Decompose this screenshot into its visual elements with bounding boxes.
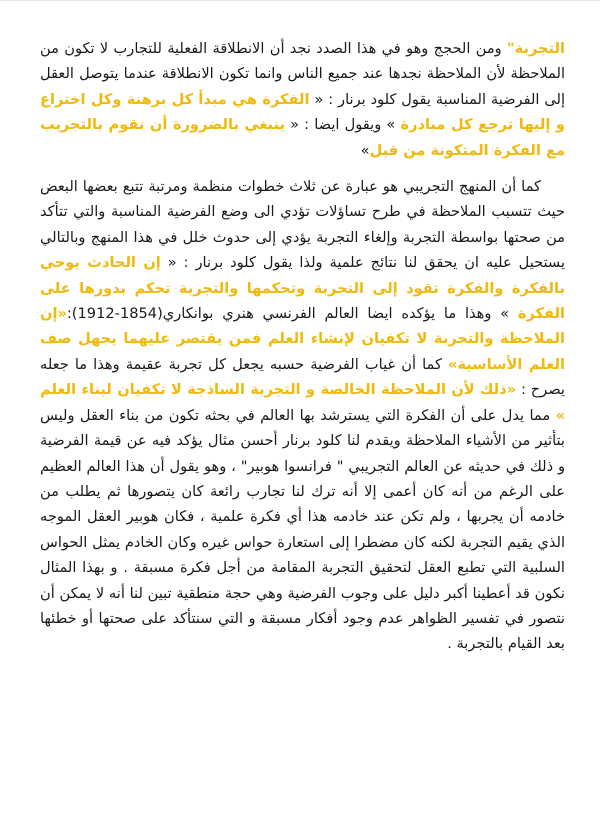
body-text: مما يدل على أن الفكرة التي يسترشد بها العالم في بحثه تكون من بناء العقل وليس بتأثير من الأشياء الملاحظة ويقدم لنا كلود برنار أحسن مثال يؤكد فيه عن قيمة الفرضية و ذلك في حديثه عن العالم التجريبي " فرانسوا هوبير" ، وهو يقول أن هذا العالم العظيم على الرغم من أنه كان أعمى إلا أنه ترك لنا تجارب رائعة كان يتصورها ثم يطلب من خادمه أن يجربها ، ولم تكن عند خادمه هذا أي فكرة علمية ، فكان هوبير العقل الموجه الذي يقيم التجربة لكنه كان مضطرا إلى استعارة حواس غيره وكان الخادم يمثل الحواس السلبية التي تطبع العقل لتحقيق التجربة المقامة من أجل فكرة مسبقة . و بهذا المثال نكون قد أعطينا أكبر دليل على وجوب الفرضية وهي حجة منطقية تبين لنا أنه لا يمكن أن نتصور في تفسير الظواهر عدم وجود أفكار مسبقة و التي سنتأكد على صحتها أو خطئها بعد القيام بالتجربة . [40, 406, 565, 653]
paragraph-2 [40, 174, 565, 657]
highlighted-quote: الفكرة هي مبدأ كل برهنة وكل اختراع و إليها ترجع كل مبادرة [40, 90, 565, 134]
document-body [40, 36, 565, 657]
paragraph-1 [40, 36, 565, 163]
highlighted-quote: «ذلك لأن الملاحظة الخالصة و التجربة الساذجة لا تكفيان لبناء العلم » [40, 381, 565, 424]
body-text: ومن الحجج وهو في هذا الصدد نجد أن الانطلاقة الفعلية للتجارب لا تكون من الملاحظة لأن الملاحظة نجدها عند جميع الناس وانما تكون الانطلاقة عندما يتوصل العقل إلى الفرضية المناسبة يقول كلود برنار : « [40, 40, 565, 108]
body-text: » وهذا ما يؤكده ايضا العالم الفرنسي هنري بوانكاري(1854-1912): [66, 305, 518, 323]
highlighted-word: التجربة" [507, 40, 565, 57]
body-text: » [360, 141, 370, 159]
body-text: كما أن المنهج التجريبي هو عبارة عن ثلاث خطوات منظمة ومرتبة تتبع بعضها البعض حيث تتسبب الملاحظة في طرح تساؤلات تؤدي الى وضع الفرضية المناسبة والتي تتأكد من صحتها بواسطة التجربة وإلغاء التجربة يؤدي إلى حدوث خلل في هذا المنهج وبالتالي يستحيل عليه ان يحقق لنا نتائج علمية ولذا يقول كلود برنار : « [40, 178, 565, 272]
highlighted-quote: «إن الملاحظة والتجربة لا تكفيان لإنشاء العلم فمن يقتصر عليهما يجهل صف العلم الأساسية» [40, 305, 565, 373]
body-text: كما أن غياب الفرضية حسبه يجعل كل تجربة عقيمة وهذا ما جعله يصرح : [40, 355, 565, 399]
body-text: » ويقول ايضا : « [284, 116, 401, 134]
highlighted-quote: إن الحادث يوحي بالفكرة والفكرة تقود إلى التجربة وتحكمها والتجربة تحكم بدورها على الفكرة [40, 254, 565, 323]
highlighted-quote: ينبغي بالضرورة أن نقوم بالتجريب مع الفكرة المتكونة من قبل [40, 116, 565, 159]
